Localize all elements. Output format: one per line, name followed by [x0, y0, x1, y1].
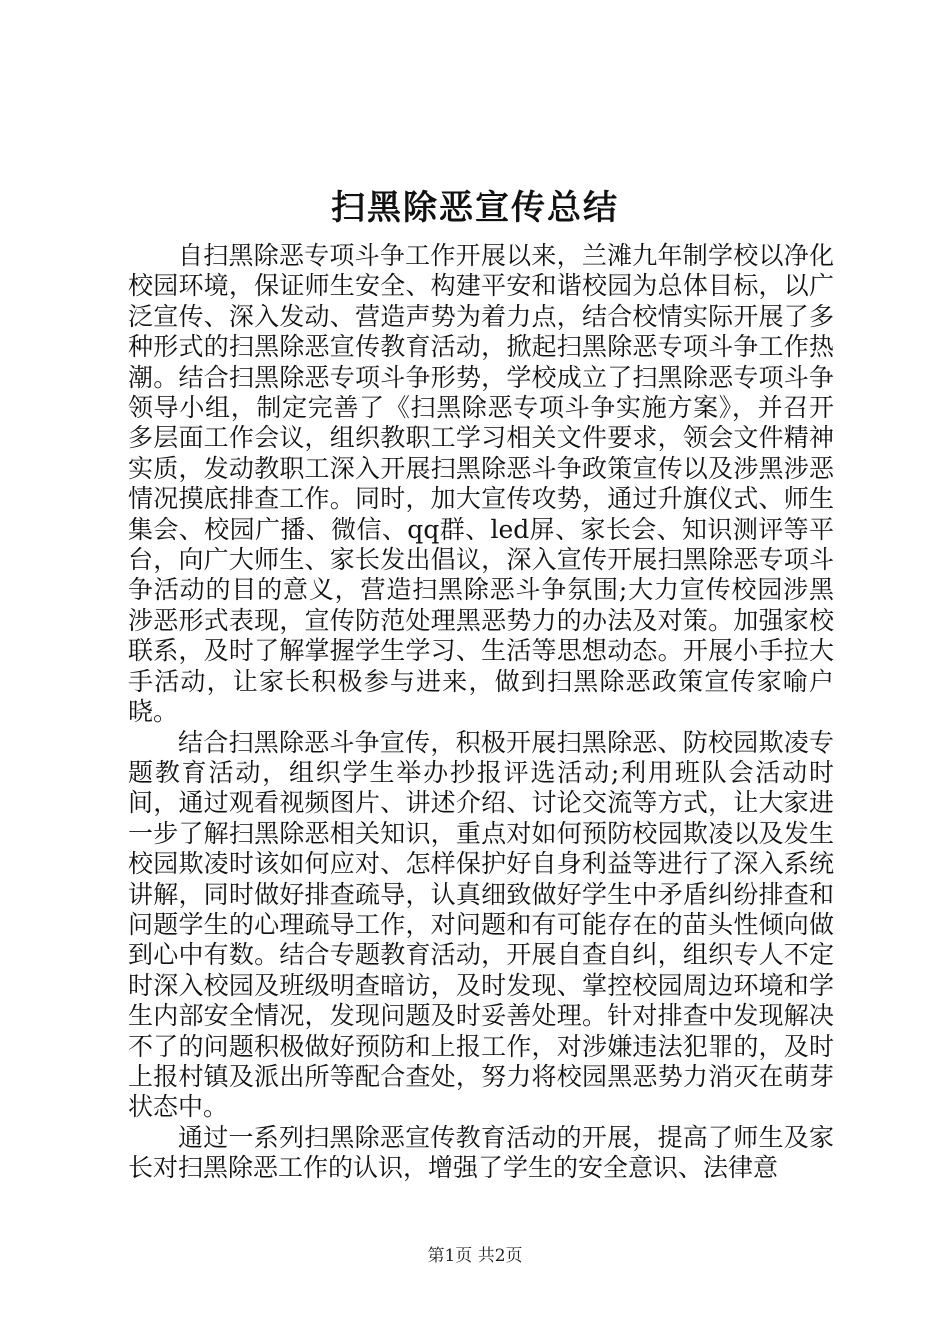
- document-body: [128, 241, 834, 1184]
- document-title: 扫黑除恶宣传总结: [331, 188, 619, 228]
- paragraph-3: 通过一系列扫黑除恶宣传教育活动的开展，提高了师生及家长对扫黑除恶工作的认识，增强了学生的安全意识、法律意: [128, 1122, 834, 1183]
- page-number-footer: 第1页 共2页: [427, 1246, 523, 1266]
- paragraph-1: 自扫黑除恶专项斗争工作开展以来，兰滩九年制学校以净化校园环境，保证师生安全、构建平安和谐校园为总体目标，以广泛宣传、深入发动、营造声势为着力点，结合校情实际开展了多种形式的扫黑除恶宣传教育活动，掀起扫黑除恶专项斗争工作热潮。结合扫黑除恶专项斗争形势，学校成立了扫黑除恶专项斗争领导小组，制定完善了《扫黑除恶专项斗争实施方案》，并召开多层面工作会议，组织教职工学习相关文件要求，领会文件精神实质，发动教职工深入开展扫黑除恶斗争政策宣传以及涉黑涉恶情况摸底排查工作。同时，加大宣传攻势，通过升旗仪式、师生集会、校园广播、微信、qq群、led屏、家长会、知识测评等平台，向广大师生、家长发出倡议，深入宣传开展扫黑除恶专项斗争活动的目的意义，营造扫黑除恶斗争氛围;大力宣传校园涉黑涉恶形式表现，宣传防范处理黑恶势力的办法及对策。加强家校联系，及时了解掌握学生学习、生活等思想动态。开展小手拉大手活动，让家长积极参与进来，做到扫黑除恶政策宣传家喻户晓。: [128, 241, 834, 727]
- paragraph-2: 结合扫黑除恶斗争宣传，积极开展扫黑除恶、防校园欺凌专题教育活动，组织学生举办抄报评选活动;利用班队会活动时间，通过观看视频图片、讲述介绍、讨论交流等方式，让大家进一步了解扫黑除恶相关知识，重点对如何预防校园欺凌以及发生校园欺凌时该如何应对、怎样保护好自身利益等进行了深入系统讲解，同时做好排查疏导，认真细致做好学生中矛盾纠纷排查和问题学生的心理疏导工作，对问题和有可能存在的苗头性倾向做到心中有数。结合专题教育活动，开展自查自纠，组织专人不定时深入校园及班级明查暗访，及时发现、掌控校园周边环境和学生内部安全情况，发现问题及时妥善处理。针对排查中发现解决不了的问题积极做好预防和上报工作，对涉嫌违法犯罪的，及时上报村镇及派出所等配合查处，努力将校园黑恶势力消灭在萌芽状态中。: [128, 727, 834, 1122]
